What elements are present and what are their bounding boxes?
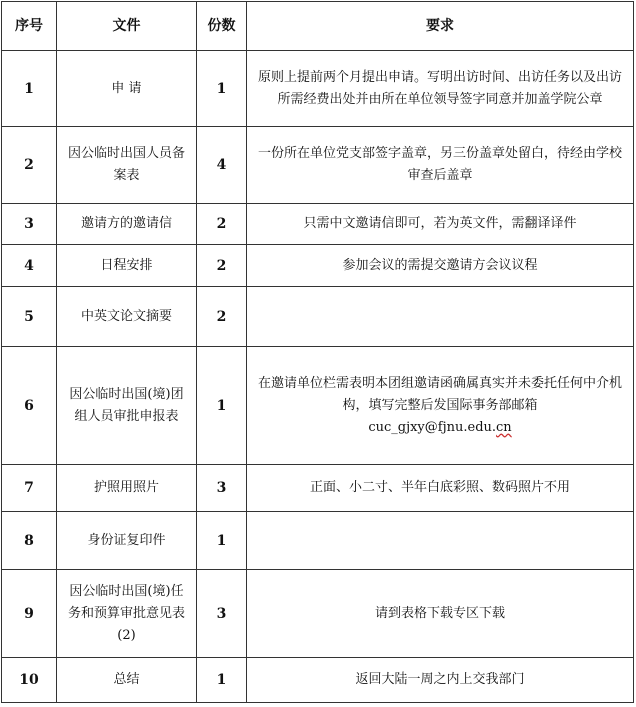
table-row bbox=[2, 127, 634, 204]
table-row bbox=[2, 658, 634, 703]
row-file: 申 请 bbox=[57, 51, 197, 127]
row-file: 总结 bbox=[57, 658, 197, 703]
row-seq: 1 bbox=[2, 51, 57, 127]
row-copies: 2 bbox=[197, 245, 247, 287]
row-file: 日程安排 bbox=[57, 245, 197, 287]
row-copies: 3 bbox=[197, 465, 247, 512]
row-file: 因公临时出国人员备案表 bbox=[57, 127, 197, 204]
table-header-row bbox=[2, 2, 634, 51]
row-requirement bbox=[247, 347, 634, 465]
table-row bbox=[2, 347, 634, 465]
row-copies: 1 bbox=[197, 51, 247, 127]
row-file: 邀请方的邀请信 bbox=[57, 204, 197, 245]
row-seq: 8 bbox=[2, 512, 57, 570]
table-row bbox=[2, 512, 634, 570]
row-file: 身份证复印件 bbox=[57, 512, 197, 570]
row-requirement-text: 在邀请单位栏需表明本团组邀请函确属真实并未委托任何中介机构，填写完整后发国际事务部邮箱 bbox=[257, 375, 622, 413]
row-seq: 10 bbox=[2, 658, 57, 703]
row-seq: 6 bbox=[2, 347, 57, 465]
row-copies: 2 bbox=[197, 287, 247, 347]
row-seq: 4 bbox=[2, 245, 57, 287]
requirements-table bbox=[1, 1, 634, 703]
row-requirement: 正面、小二寸、半年白底彩照、数码照片不用 bbox=[247, 465, 634, 512]
row-copies: 1 bbox=[197, 347, 247, 465]
row-copies: 2 bbox=[197, 204, 247, 245]
header-copies: 份数 bbox=[197, 2, 247, 51]
table-row bbox=[2, 287, 634, 347]
row-copies: 4 bbox=[197, 127, 247, 204]
table-row bbox=[2, 245, 634, 287]
row-requirement: 只需中文邀请信即可，若为英文件，需翻译译件 bbox=[247, 204, 634, 245]
row-copies: 3 bbox=[197, 570, 247, 658]
row-file: 因公临时出国(境)任务和预算审批意见表(2) bbox=[57, 570, 197, 658]
header-requirement: 要求 bbox=[247, 2, 634, 51]
table-row bbox=[2, 204, 634, 245]
row-seq: 5 bbox=[2, 287, 57, 347]
table-row bbox=[2, 465, 634, 512]
row-seq: 3 bbox=[2, 204, 57, 245]
contact-email: cuc_gjxy@fjnu.edu.cn bbox=[368, 419, 512, 435]
row-copies: 1 bbox=[197, 658, 247, 703]
row-requirement: 返回大陆一周之内上交我部门 bbox=[247, 658, 634, 703]
row-requirement: 一份所在单位党支部签字盖章，另三份盖章处留白，待经由学校审查后盖章 bbox=[247, 127, 634, 204]
header-seq: 序号 bbox=[2, 2, 57, 51]
row-requirement: 原则上提前两个月提出申请。写明出访时间、出访任务以及出访所需经费出处并由所在单位领导签字同意并加盖学院公章 bbox=[247, 51, 634, 127]
row-seq: 7 bbox=[2, 465, 57, 512]
row-requirement bbox=[247, 287, 634, 347]
row-seq: 9 bbox=[2, 570, 57, 658]
table-row bbox=[2, 570, 634, 658]
row-seq: 2 bbox=[2, 127, 57, 204]
row-requirement bbox=[247, 512, 634, 570]
row-file: 护照用照片 bbox=[57, 465, 197, 512]
row-requirement: 请到表格下载专区下载 bbox=[247, 570, 634, 658]
table-row bbox=[2, 51, 634, 127]
row-requirement: 参加会议的需提交邀请方会议议程 bbox=[247, 245, 634, 287]
row-file: 因公临时出国(境)团组人员审批申报表 bbox=[57, 347, 197, 465]
row-copies: 1 bbox=[197, 512, 247, 570]
header-file: 文件 bbox=[57, 2, 197, 51]
row-file: 中英文论文摘要 bbox=[57, 287, 197, 347]
